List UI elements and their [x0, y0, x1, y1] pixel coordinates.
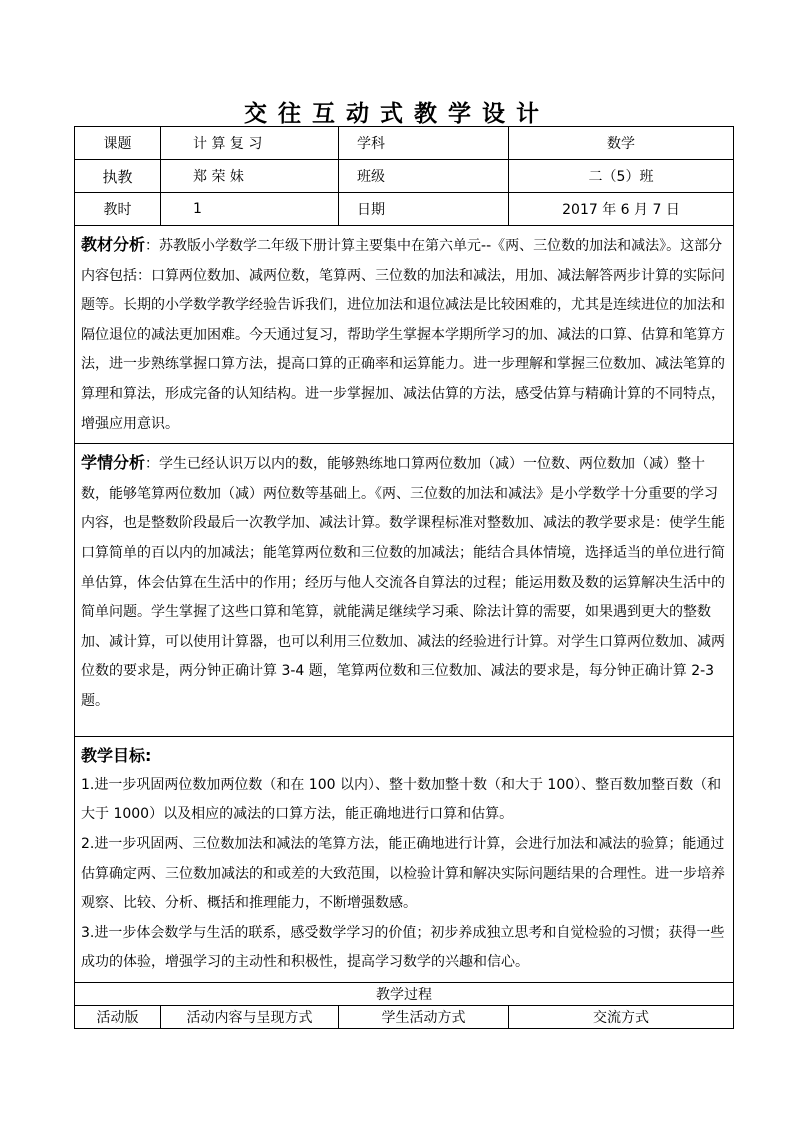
label-period: 教时	[75, 193, 161, 226]
value-class: 二（5）班	[509, 160, 734, 193]
process-header-row	[75, 982, 734, 1005]
column-student-activity: 学生活动方式	[339, 1005, 509, 1028]
label-subject: 学科	[339, 127, 509, 160]
value-teacher: 郑 荣 妹	[161, 160, 339, 193]
label-teacher: 执教	[75, 160, 161, 193]
value-topic: 计 算 复 习	[161, 127, 339, 160]
material-analysis-label: 教材分析	[81, 235, 146, 254]
column-activity-content: 活动内容与呈现方式	[161, 1005, 339, 1028]
info-row-topic	[75, 127, 734, 160]
label-class: 班级	[339, 160, 509, 193]
page-title: 交往互动式教学设计	[244, 100, 550, 127]
value-subject: 数学	[509, 127, 734, 160]
value-period: 1	[161, 193, 339, 226]
column-communication: 交流方式	[509, 1005, 734, 1028]
section-teaching-goals	[75, 737, 734, 983]
section-student-analysis	[75, 444, 734, 737]
material-analysis-text: ：苏教版小学数学二年级下册计算主要集中在第六单元--《两、三位数的加法和减法》。这部分内容包括：口算两位数加、减两位数，笔算两、三位数的加法和减法，用加、减法解答两步计算的实际问题等。长期的小学数学教学经验告诉我们，进位加法和退位减法是比较困难的，尤其是连续进位的加法和隔位退位的减法更加困难。今天通过复习，帮助学生掌握本学期所学习的加、减法的口算、估算和笔算方法，进一步熟练掌握口算方法，提高口算的正确率和运算能力。进一步理解和掌握三位数加、减法笔算的算理和算法，形成完备的认知结构。进一步掌握加、减法估算的方法，感受估算与精确计算的不同特点，增强应用意识。	[81, 238, 725, 432]
goal-item-2: 2.进一步巩固两、三位数加法和减法的笔算方法，能正确地进行计算，会进行加法和减法的验算；能通过估算确定两、三位数加减法的和或差的大致范围，以检验计算和解决实际问题结果的合理性。进一步培养观察、比较、分析、概括和推理能力，不断增强数感。	[81, 835, 725, 912]
goal-item-1: 1.进一步巩固两位数加两位数（和在 100 以内）、整十数加整十数（和大于 100）、整百数加整百数（和大于 1000）以及相应的减法的口算方法，能正确地进行口算和估算。	[81, 776, 722, 823]
section-material-analysis	[75, 226, 734, 444]
column-activity-version: 活动版	[75, 1005, 161, 1028]
goal-item-3: 3.进一步体会数学与生活的联系，感受数学学习的价值；初步养成独立思考和自觉检验的习惯；获得一些成功的体验，增强学习的主动性和积极性，提高学习数学的兴趣和信心。	[81, 924, 725, 971]
teaching-goals-label: 教学目标:	[81, 746, 152, 766]
info-row-period	[75, 193, 734, 226]
student-analysis-label: 学情分析	[81, 453, 146, 473]
process-header: 教学过程	[75, 982, 734, 1005]
label-date: 日期	[339, 193, 509, 226]
lesson-plan-table	[74, 126, 734, 1029]
student-analysis-text: ：学生已经认识万以内的数，能够熟练地口算两位数加（减）一位数、两位数加（减）整十数，能够笔算两位数加（减）两位数等基础上。《两、三位数的加法和减法》是小学数学十分重要的学习内容，也是整数阶段最后一次教学加、减法计算。数学课程标准对整数加、减法的教学要求是：使学生能口算简单的百以内的加减法；能笔算两位数和三位数的加减法；能结合具体情境，选择适当的单位进行简单估算，体会估算在生活中的作用；经历与他人交流各自算法的过程；能运用数及数的运算解决生活中的简单问题。学生掌握了这些口算和笔算，就能满足继续学习乘、除法计算的需要，如果遇到更大的整数加、减计算，可以使用计算器，也可以利用三位数加、减法的经验进行计算。对学生口算两位数加、减两位数的要求是，两分钟正确计算 3-4 题，笔算两位数和三位数加、减法的要求是，每分钟正确计算 2-3 题。	[81, 456, 725, 709]
process-columns-row	[75, 1005, 734, 1028]
label-topic: 课题	[75, 127, 161, 160]
info-row-teacher	[75, 160, 734, 193]
value-date: 2017 年 6 月 7 日	[509, 193, 734, 226]
